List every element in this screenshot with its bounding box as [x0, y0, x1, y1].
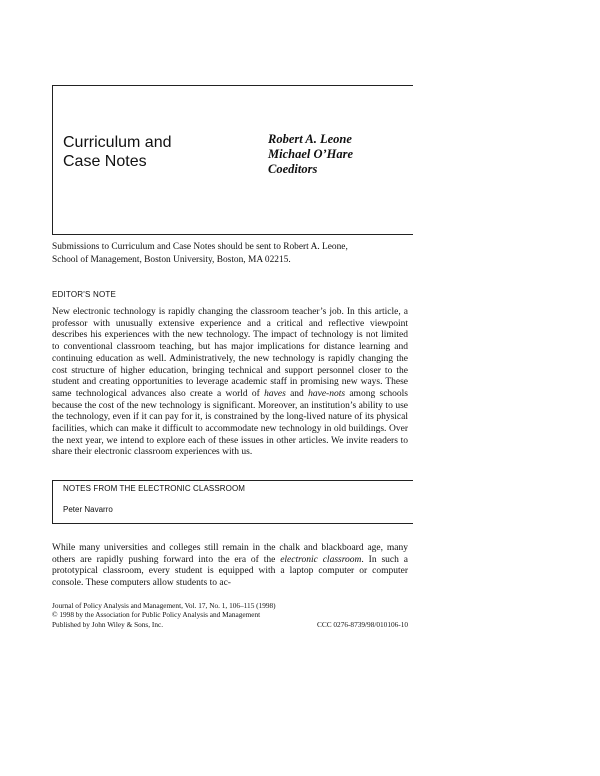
section-title-line-2: Case Notes: [63, 153, 147, 170]
article-author: Peter Navarro: [63, 505, 113, 514]
journal-footer: [52, 601, 408, 629]
editors-note-italic-have-nots: have-nots: [308, 388, 346, 399]
ccc-code: CCC 0276-8739/98/010106-10: [316, 619, 408, 629]
article-body: [52, 543, 408, 590]
editors-block: [268, 132, 353, 177]
publisher-line: Published by John Wiley & Sons, Inc.: [52, 619, 164, 629]
editors-note-body: [52, 307, 408, 459]
article-body-text-1: While many universities and colleges still remain in the chalk and blackboard age, many others are rapidly pushing forward into the era of the: [52, 543, 408, 565]
article-body-text-2: . In such a prototypical classroom, every student is equipped with a laptop computer or computer console. These computers allow students to ac-: [52, 554, 408, 589]
submission-line-1: Submissions to Curriculum and Case Notes should be sent to Robert A. Leone,: [52, 242, 348, 252]
editor-name-2: Michael O’Hare: [268, 147, 354, 161]
publisher-row: [52, 620, 408, 629]
copyright-line: © 1998 by the Association for Public Policy Analysis and Management: [52, 610, 261, 620]
editor-role: Coeditors: [268, 162, 318, 176]
editors-note-italic-haves: haves: [264, 388, 286, 399]
editors-note-text-1: New electronic technology is rapidly changing the classroom teacher’s job. In this article, a professor with unusually extensive experience and a critical and reflective viewpoint describes his experiences with the new technology. The impact of technology is not limited to conventional classroom teaching, but has major implications for distance learning and continuing education as well. Administratively, the new technology is rapidly changing the cost structure of higher education, bringing technical and support personnel closer to the student and creating opportunities to leverage academic staff in promising new ways. These same technological advances also create a world of: [52, 307, 408, 399]
article-title: NOTES FROM THE ELECTRONIC CLASSROOM: [63, 484, 246, 493]
section-title-line-1: Curriculum and: [63, 134, 172, 151]
article-body-italic: electronic classroom: [280, 554, 362, 565]
editor-name-1: Robert A. Leone: [268, 132, 352, 146]
editors-note-text-2: among schools because the cost of the new technology is significant. Moreover, an institution’s ability to use the technology, even if it can pay for it, is constrained by the long-lived nature of its physical facilities, which can make it difficult to accommodate new technology in old buildings. Over the next year, we intend to explore each of these issues in other articles. We invite readers to share their electronic classroom experiences with us.: [52, 388, 408, 458]
section-title: [63, 133, 171, 171]
submission-line-2: School of Management, Boston University, Boston, MA 02215.: [52, 254, 291, 265]
journal-citation: Journal of Policy Analysis and Management, Vol. 17, No. 1, 106–115 (1998): [52, 601, 276, 610]
editors-note-and: and: [285, 388, 309, 399]
editors-note-heading: EDITOR'S NOTE: [52, 290, 116, 299]
submission-note: [52, 241, 408, 266]
